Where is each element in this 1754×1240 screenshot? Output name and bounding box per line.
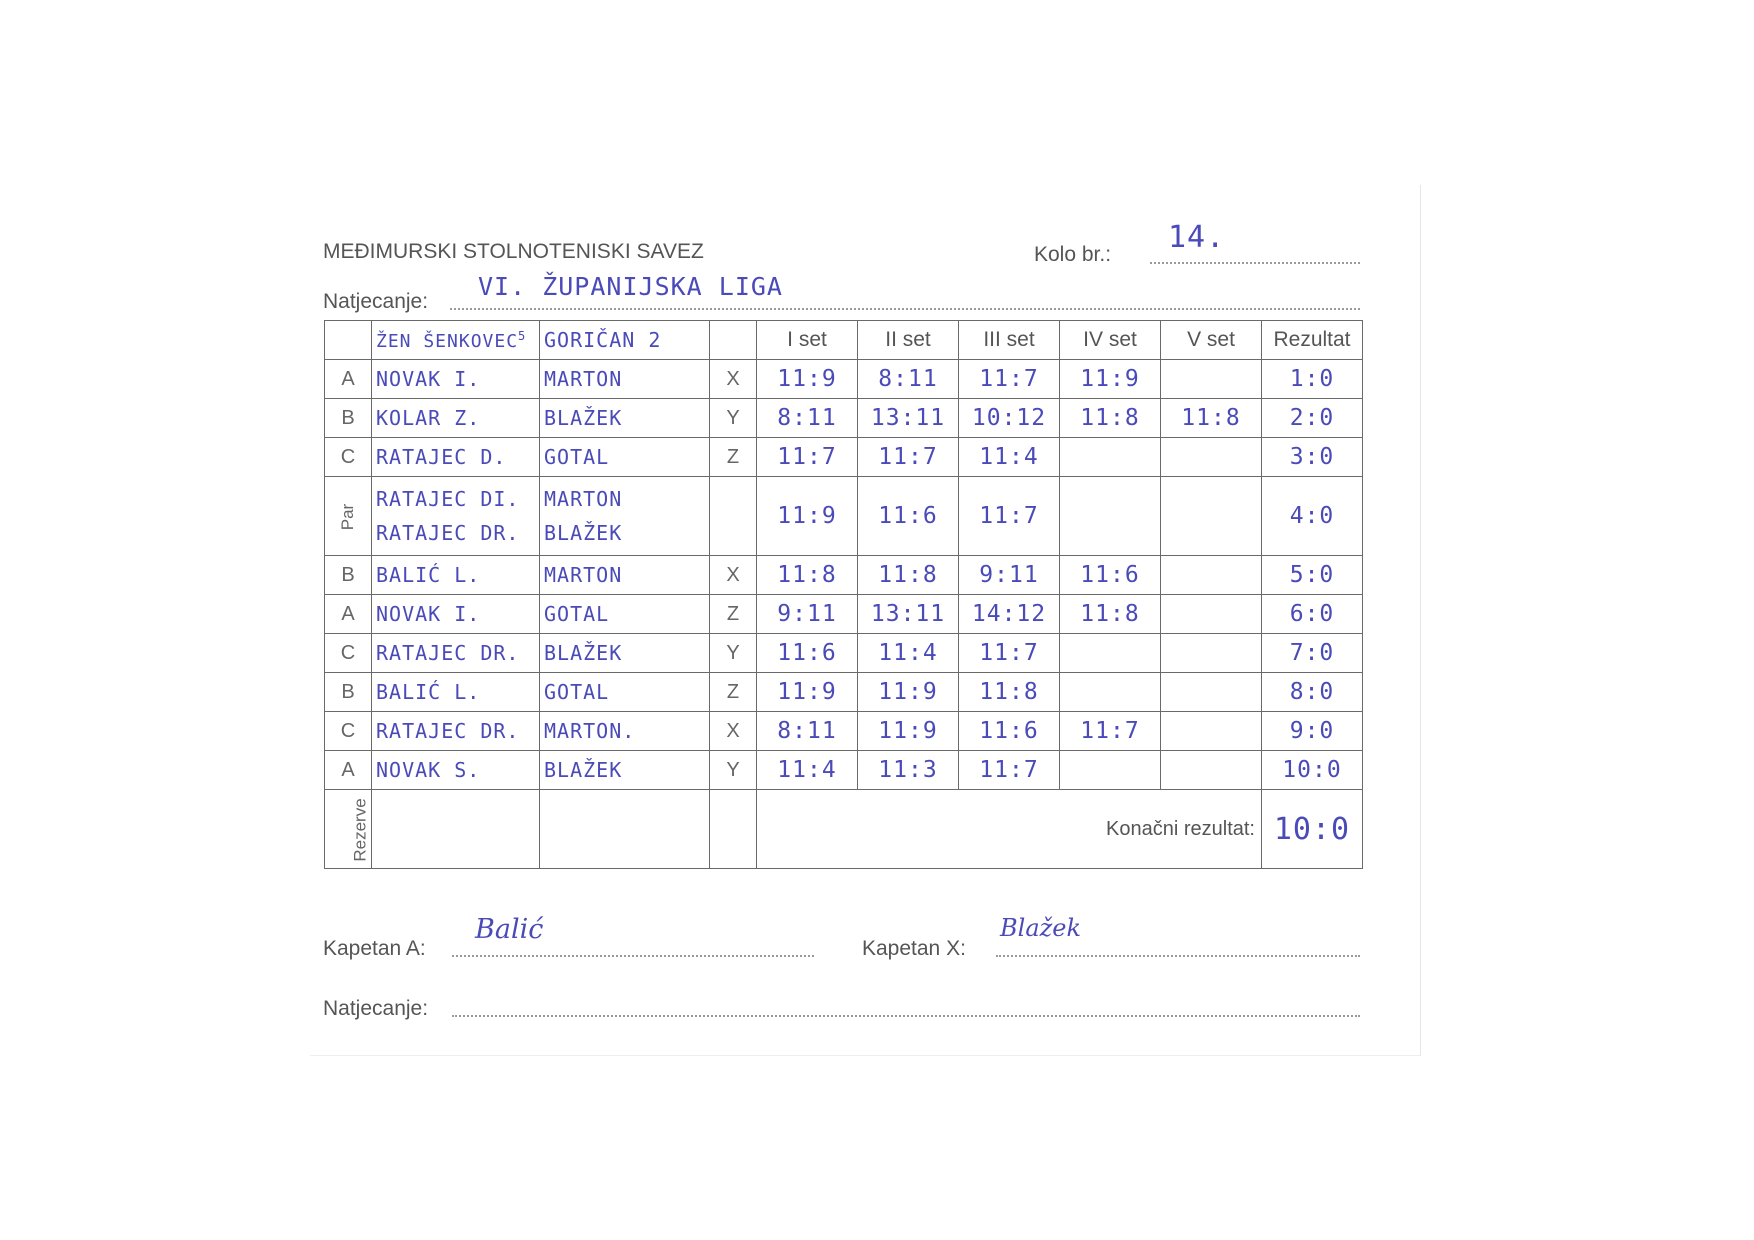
set-score[interactable]: 11:4 (757, 751, 858, 790)
away-code: Y (710, 399, 757, 438)
set-score[interactable]: 8:11 (757, 399, 858, 438)
set-score[interactable]: 11:7 (858, 438, 959, 477)
home-player[interactable]: NOVAK I. (372, 360, 540, 399)
away-player[interactable]: MARTON (540, 360, 710, 399)
set-score[interactable] (1060, 751, 1161, 790)
round-label: Kolo br.: (1034, 243, 1112, 266)
doubles-away-player: BLAŽEK (544, 521, 623, 545)
home-code: C (325, 438, 372, 477)
set-score[interactable]: 11:9 (757, 477, 858, 556)
set-score[interactable] (1161, 751, 1262, 790)
table-row (325, 595, 1363, 634)
away-code: X (710, 712, 757, 751)
home-code: A (325, 360, 372, 399)
table-row (325, 438, 1363, 477)
set5-header: V set (1161, 321, 1262, 360)
doubles-home-players[interactable] (372, 477, 540, 556)
set-score[interactable]: 11:6 (1060, 556, 1161, 595)
code-header (710, 321, 757, 360)
away-player[interactable]: MARTON (540, 556, 710, 595)
away-player[interactable]: BLAŽEK (540, 634, 710, 673)
set-score[interactable] (1060, 634, 1161, 673)
captain-x-signature[interactable]: Blažek (1000, 914, 1082, 942)
header-row (325, 321, 1363, 360)
reserve-code (710, 790, 757, 869)
set-score[interactable]: 11:7 (959, 751, 1060, 790)
set-score[interactable]: 13:11 (858, 595, 959, 634)
captain-a-signature[interactable]: Balić (475, 914, 544, 945)
final-result-value[interactable]: 10:0 (1262, 790, 1363, 869)
set-score[interactable] (1161, 477, 1262, 556)
set-score[interactable]: 11:8 (858, 556, 959, 595)
captain-x-label: Kapetan X: (862, 937, 966, 960)
match-result[interactable]: 7:0 (1262, 634, 1363, 673)
set-score[interactable]: 11:9 (757, 360, 858, 399)
doubles-label: Par (338, 503, 357, 530)
set4-header: IV set (1060, 321, 1161, 360)
set-score[interactable] (1060, 673, 1161, 712)
table-row (325, 556, 1363, 595)
set-score[interactable] (1161, 438, 1262, 477)
team-away[interactable]: GORIČAN 2 (540, 321, 710, 360)
doubles-home-player: RATAJEC DR. (376, 521, 520, 545)
set-score[interactable]: 14:12 (959, 595, 1060, 634)
table-row (325, 634, 1363, 673)
set-score[interactable]: 11:6 (858, 477, 959, 556)
home-player[interactable]: RATAJEC D. (372, 438, 540, 477)
home-code: B (325, 399, 372, 438)
set-score[interactable]: 11:9 (757, 673, 858, 712)
set2-header: II set (858, 321, 959, 360)
score-table (324, 320, 1363, 869)
away-code: X (710, 556, 757, 595)
away-player[interactable]: GOTAL (540, 595, 710, 634)
set-score[interactable]: 11:7 (959, 477, 1060, 556)
set1-header: I set (757, 321, 858, 360)
set-score[interactable]: 11:7 (959, 634, 1060, 673)
set-score[interactable]: 11:7 (1060, 712, 1161, 751)
reserves-label-cell (325, 790, 372, 869)
set-score[interactable] (1161, 360, 1262, 399)
match-result[interactable]: 1:0 (1262, 360, 1363, 399)
set-score[interactable]: 11:8 (1161, 399, 1262, 438)
result-header: Rezultat (1262, 321, 1363, 360)
final-result-label: Konačni rezultat: (757, 790, 1262, 869)
association-title: MEĐIMURSKI STOLNOTENISKI SAVEZ (323, 240, 704, 263)
set-score[interactable]: 13:11 (858, 399, 959, 438)
home-code: B (325, 556, 372, 595)
corner-cell (325, 321, 372, 360)
competition-label: Natjecanje: (323, 290, 429, 313)
set-score[interactable] (1161, 673, 1262, 712)
set-score[interactable]: 11:9 (858, 673, 959, 712)
set-score[interactable]: 11:8 (757, 556, 858, 595)
set-score[interactable]: 11:8 (1060, 399, 1161, 438)
footer-competition-line[interactable] (452, 1015, 1360, 1017)
doubles-home-player: RATAJEC DI. (376, 487, 520, 511)
set-score[interactable] (1161, 634, 1262, 673)
home-code: A (325, 595, 372, 634)
reserve-home[interactable] (372, 790, 540, 869)
away-code: Z (710, 438, 757, 477)
away-code: Z (710, 595, 757, 634)
home-code: B (325, 673, 372, 712)
set-score[interactable]: 11:7 (757, 438, 858, 477)
home-code: C (325, 634, 372, 673)
match-result[interactable]: 4:0 (1262, 477, 1363, 556)
set-score[interactable]: 11:4 (959, 438, 1060, 477)
table-row (325, 399, 1363, 438)
set-score[interactable]: 9:11 (757, 595, 858, 634)
away-code: Z (710, 673, 757, 712)
set-score[interactable] (1060, 438, 1161, 477)
table-row (325, 360, 1363, 399)
set-score[interactable] (1161, 712, 1262, 751)
set-score[interactable]: 11:3 (858, 751, 959, 790)
doubles-away-player: MARTON (544, 487, 623, 511)
home-player[interactable]: NOVAK S. (372, 751, 540, 790)
set-score[interactable] (1060, 477, 1161, 556)
match-result[interactable]: 8:0 (1262, 673, 1363, 712)
doubles-row (325, 477, 1363, 556)
table-row (325, 712, 1363, 751)
away-player[interactable]: BLAŽEK (540, 399, 710, 438)
home-player[interactable]: BALIĆ L. (372, 556, 540, 595)
table-row (325, 751, 1363, 790)
home-player[interactable]: BALIĆ L. (372, 673, 540, 712)
captain-x-line (996, 955, 1360, 957)
set-score[interactable]: 11:9 (858, 712, 959, 751)
home-player[interactable]: KOLAR Z. (372, 399, 540, 438)
set-score[interactable]: 11:4 (858, 634, 959, 673)
match-result[interactable]: 6:0 (1262, 595, 1363, 634)
match-result[interactable]: 5:0 (1262, 556, 1363, 595)
set-score[interactable]: 11:9 (1060, 360, 1161, 399)
away-code: Y (710, 751, 757, 790)
away-player[interactable]: MARTON. (540, 712, 710, 751)
home-player[interactable]: RATAJEC DR. (372, 634, 540, 673)
round-value[interactable]: 14. (1168, 220, 1226, 255)
set-score[interactable]: 11:8 (1060, 595, 1161, 634)
match-result[interactable]: 9:0 (1262, 712, 1363, 751)
set-score[interactable]: 10:12 (959, 399, 1060, 438)
away-player[interactable]: BLAŽEK (540, 751, 710, 790)
set3-header: III set (959, 321, 1060, 360)
away-code: X (710, 360, 757, 399)
home-code: C (325, 712, 372, 751)
reserves-row (325, 790, 1363, 869)
reserves-label: Rezerve (350, 797, 370, 862)
set-score[interactable]: 11:7 (959, 360, 1060, 399)
footer-competition-label: Natjecanje: (323, 997, 429, 1020)
set-score[interactable]: 8:11 (757, 712, 858, 751)
set-score[interactable]: 11:6 (959, 712, 1060, 751)
away-player[interactable]: GOTAL (540, 438, 710, 477)
away-player[interactable]: GOTAL (540, 673, 710, 712)
set-score[interactable]: 8:11 (858, 360, 959, 399)
match-result[interactable]: 3:0 (1262, 438, 1363, 477)
set-score[interactable]: 11:6 (757, 634, 858, 673)
set-score[interactable] (1161, 595, 1262, 634)
away-code: Y (710, 634, 757, 673)
captain-a-line (452, 955, 814, 957)
round-line (1150, 262, 1360, 264)
match-result[interactable]: 2:0 (1262, 399, 1363, 438)
home-player[interactable]: RATAJEC DR. (372, 712, 540, 751)
set-score[interactable]: 9:11 (959, 556, 1060, 595)
home-player[interactable]: NOVAK I. (372, 595, 540, 634)
away-code (710, 477, 757, 556)
captain-a-label: Kapetan A: (323, 937, 426, 960)
reserve-away[interactable] (540, 790, 710, 869)
competition-line (450, 308, 1360, 310)
doubles-away-players[interactable] (540, 477, 710, 556)
set-score[interactable] (1161, 556, 1262, 595)
doubles-label-cell (325, 477, 372, 556)
table-row (325, 673, 1363, 712)
team-home[interactable]: ŽEN ŠENKOVEC$^5$ (372, 321, 540, 360)
match-result[interactable]: 10:0 (1262, 751, 1363, 790)
home-code: A (325, 751, 372, 790)
competition-value[interactable]: VI. ŽUPANIJSKA LIGA (478, 272, 783, 301)
set-score[interactable]: 11:8 (959, 673, 1060, 712)
